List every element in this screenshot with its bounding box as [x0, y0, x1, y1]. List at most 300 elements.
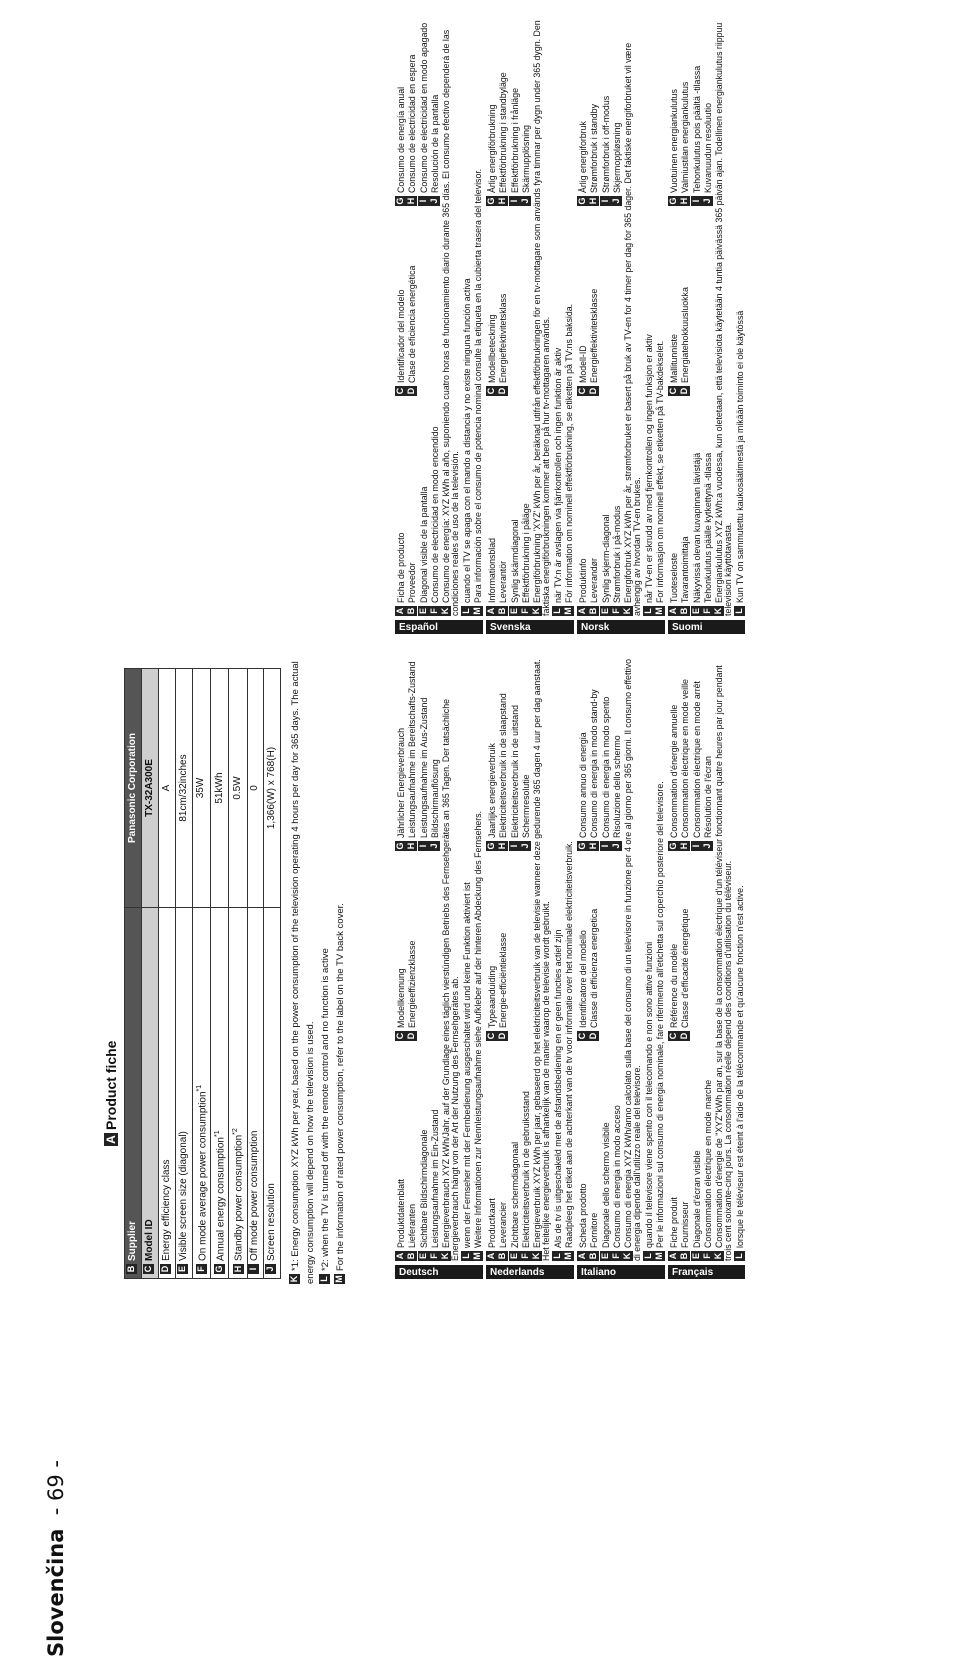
- term-text: Classe di efficienza energetica: [589, 908, 600, 1028]
- language-text: [668, 650, 745, 1265]
- term-text: Skärmupplösning: [520, 125, 531, 193]
- term-row: [588, 5, 599, 616]
- term: [509, 851, 520, 1041]
- note-row: [734, 5, 745, 616]
- term-text: Consumo di energia in modo spento: [600, 696, 611, 838]
- term: [486, 104, 497, 206]
- term-row: [588, 650, 599, 1261]
- fiche-label: Visible screen size (diagonal): [177, 1131, 189, 1261]
- language-block: [668, 5, 745, 634]
- term: [395, 206, 406, 396]
- term: [691, 1041, 702, 1261]
- label-tag: J: [702, 196, 713, 206]
- label-tag: C: [486, 387, 496, 395]
- language-name: Français: [672, 1267, 714, 1278]
- term-text: Energieffektivitetsklass: [498, 293, 509, 383]
- label-tag: M: [472, 1252, 483, 1260]
- term: [600, 1041, 611, 1261]
- fiche-label-cell: [229, 908, 247, 1279]
- label-tag: D: [497, 387, 508, 395]
- term: [679, 679, 690, 851]
- label-tag: D: [679, 1032, 690, 1040]
- fiche-row: [175, 669, 192, 1279]
- term-row: [509, 650, 520, 1261]
- label-tag: H: [406, 842, 417, 850]
- label-tag: E: [599, 608, 610, 615]
- term: [691, 66, 702, 206]
- term-row: [429, 5, 440, 616]
- label-tag: M: [334, 1275, 344, 1283]
- label-tag: A: [577, 607, 587, 615]
- label-tag: B: [497, 607, 508, 615]
- term: [509, 396, 520, 616]
- label-tag: F: [611, 606, 622, 616]
- note-text: Energiförbrukning 'XYZ' kWh per år, beräknad utifrån effektförbrukningen för en tv-mottagare som används fyra timmar per dygn under 365 dygn. Den faktiska energiförbrukningen kommer att bero på hur tv-mottagaren används.: [532, 20, 552, 616]
- language-text: [395, 5, 483, 620]
- term-text: Zichtbare schermdiagonaal: [509, 1141, 520, 1248]
- fiche-label-cell: [125, 908, 142, 1279]
- note-text: lorsque le téléviseur est éteint à l'aide de la télécommande et qu'aucune fonction n'est active.: [734, 885, 745, 1248]
- fiche-label: Screen resolution: [266, 1183, 278, 1261]
- term-row: [418, 650, 429, 1261]
- term: [588, 689, 599, 851]
- note-text: För information om nominell effektförbrukning, se etiketten på TV:ns baksida.: [564, 303, 575, 603]
- language-header: [577, 1265, 665, 1279]
- language-block: [395, 5, 483, 634]
- fiche-row: [141, 669, 158, 1279]
- fiche-note: [318, 644, 333, 1284]
- fiche-row: [125, 669, 142, 1279]
- fiche-label-cell: [210, 908, 228, 1279]
- term: [497, 851, 508, 1041]
- label-tag: M: [563, 1252, 574, 1260]
- label-tag: A: [395, 1252, 405, 1260]
- term: [702, 206, 713, 396]
- term-text: Vuotuinen energiankulutus: [669, 89, 679, 193]
- term: [702, 1041, 713, 1261]
- label-tag: E: [690, 608, 701, 615]
- label-tag: E: [599, 1253, 610, 1260]
- fiche-row: [158, 669, 175, 1279]
- term-text: Leistungsaufnahme im Ein-Zustand: [429, 1109, 440, 1248]
- term: [702, 103, 713, 206]
- fiche-label: On mode average power consumption: [196, 1091, 208, 1261]
- term: [406, 1041, 417, 1261]
- fiche-label: Energy efficiency class: [160, 1159, 172, 1261]
- term-text: Clase de eficiencia energética: [407, 265, 418, 383]
- term-text: Consumo de energía anual: [396, 86, 406, 193]
- label-tag: I: [509, 841, 520, 851]
- footnote-ref: *1: [213, 1130, 221, 1138]
- note-text: Consommation d'énergie de "XYZ"kWh par an, sur la base de la consommation électrique d'un téléviseur fonctionnant quatre heures par jour pendant trois cent soixante-cinq jours. La consommation réelle dépend des conditions d'utilisation du téléviseur.: [714, 665, 734, 1261]
- term: [520, 851, 531, 1041]
- label-tag: G: [577, 842, 587, 850]
- footer-language: Slovenčina: [44, 1528, 68, 1657]
- term-text: Årlig energiförbrukning: [487, 104, 497, 193]
- label-tag: C: [395, 387, 405, 395]
- label-tag: G: [395, 197, 405, 205]
- term: [429, 1041, 440, 1261]
- label-tag: F: [611, 1251, 622, 1261]
- label-tag: K: [440, 607, 451, 615]
- term: [406, 206, 417, 396]
- term: [611, 206, 622, 396]
- term: [691, 396, 702, 616]
- term-text: Lieferanten: [407, 1203, 418, 1248]
- label-tag: K: [713, 1252, 724, 1260]
- label-tag: L: [734, 1251, 745, 1261]
- label-tag: B: [497, 1252, 508, 1260]
- label-tag: D: [406, 387, 417, 395]
- note-row: [531, 650, 552, 1261]
- term-row: [418, 5, 429, 616]
- label-tag: B: [588, 607, 599, 615]
- language-text: [668, 5, 745, 620]
- label-tag: G: [486, 842, 496, 850]
- label-tag: B: [406, 1252, 417, 1260]
- term: [611, 123, 622, 206]
- term-text: Leverancier: [498, 1202, 509, 1248]
- language-header: [486, 620, 574, 634]
- note-text: cuando el TV se apaga con el mando a distancia y no existe ninguna función activa: [461, 278, 472, 603]
- term-text: Leistungsaufnahme im Bereitschafts-Zustand: [407, 661, 418, 838]
- label-tag: F: [429, 606, 440, 616]
- term: [429, 396, 440, 616]
- footnote-ref: *2: [232, 1128, 240, 1135]
- label-tag: I: [600, 196, 611, 206]
- term-text: Elektriciteitsverbruik in de slaapstand: [498, 693, 509, 838]
- term: [577, 851, 588, 1041]
- term-text: Consumo annuo di energia: [578, 732, 588, 838]
- label-tag: F: [520, 1251, 531, 1261]
- language-name: Italiano: [581, 1267, 617, 1278]
- term: [418, 698, 429, 851]
- term-row: [577, 650, 588, 1261]
- fiche-row: [192, 669, 210, 1279]
- label-tag: I: [418, 196, 429, 206]
- term-row: [577, 5, 588, 616]
- label-tag: G: [668, 842, 678, 850]
- term-row: [497, 650, 508, 1261]
- term: [668, 1041, 679, 1261]
- note-text: *2: when the TV is turned off with the remote control and no function is active: [320, 948, 331, 1271]
- term-text: Informationsblad: [487, 537, 497, 603]
- note-row: [461, 650, 472, 1261]
- term: [611, 396, 622, 616]
- term: [418, 1041, 429, 1261]
- label-tag: D: [406, 1032, 417, 1040]
- term: [406, 661, 417, 851]
- term: [509, 206, 520, 396]
- label-tag: H: [232, 1265, 243, 1273]
- note-text: Consumo de energía: XYZ kWh al año, suponiendo cuatro horas de funcionamiento diario durante 365 días. El consumo efectivo dependerá de las condiciones reales de uso de la televisión.: [441, 29, 461, 616]
- term: [429, 206, 440, 396]
- note-row: [563, 5, 574, 616]
- term: [429, 851, 440, 1041]
- term-text: Consommation électrique en mode veille: [680, 679, 691, 838]
- term-text: Diagonal visible de la pantalla: [418, 486, 429, 603]
- label-tag: H: [679, 197, 690, 205]
- label-tag: J: [611, 841, 622, 851]
- term-row: [702, 5, 713, 616]
- note-row: [563, 650, 574, 1261]
- label-tag: A: [395, 607, 405, 615]
- label-tag: J: [429, 196, 440, 206]
- fiche-label-cell: [247, 908, 264, 1279]
- label-tag: I: [418, 841, 429, 851]
- term-text: Consumo de electricidad en espera: [407, 54, 418, 193]
- term: [497, 693, 508, 851]
- term: [588, 104, 599, 206]
- term-text: Sichtbare Bildschirmdiagonale: [418, 1129, 429, 1248]
- term: [520, 774, 531, 851]
- note-row: [643, 650, 654, 1261]
- label-tag: J: [702, 841, 713, 851]
- fiche-note: [288, 644, 318, 1284]
- term-text: Consumo de electricidad en modo apagado: [418, 22, 429, 193]
- language-text: [577, 650, 665, 1265]
- term-text: Risoluzione dello schermo: [611, 735, 622, 838]
- label-tag: F: [520, 606, 531, 616]
- term: [509, 705, 520, 851]
- label-tag: E: [508, 608, 519, 615]
- term-text: Jährlicher Energieverbrauch: [396, 727, 406, 838]
- term: [577, 121, 588, 206]
- term: [486, 206, 497, 396]
- label-tag: K: [531, 1252, 542, 1260]
- term: [406, 396, 417, 616]
- term-text: Valmiustilan energiankulutus: [680, 81, 691, 193]
- term-row: [611, 650, 622, 1261]
- term-text: Strømforbruk i off-modus: [600, 95, 611, 193]
- note-text: Kun TV on sammutettu kaukosäätimestä ja mikään toiminto ei ole käytössä: [734, 310, 745, 603]
- note-text: när TV:n är avslagen via fjärrkontrollen och ingen funktion är aktiv: [552, 347, 563, 603]
- term: [600, 206, 611, 396]
- fiche-value: Panasonic Corporation: [125, 669, 142, 908]
- note-row: [654, 5, 665, 616]
- term: [702, 756, 713, 851]
- label-tag: C: [486, 1032, 496, 1040]
- term-row: [668, 650, 679, 1261]
- note-text: Energiankulutus XYZ kWh:a vuodessa, kun oletetaan, että televisiota käytetään 4 tuntia päivässä 365 päivän ajan. Todellinen energiankulutus riippuu television käyttötavasta.: [714, 22, 734, 616]
- term-row: [600, 5, 611, 616]
- term-text: Strømforbruk i standby: [589, 104, 600, 193]
- label-tag: M: [654, 607, 665, 615]
- note-row: [622, 5, 643, 616]
- term: [418, 396, 429, 616]
- fiche-value: 0.5W: [229, 669, 247, 908]
- term: [509, 88, 520, 206]
- label-tag: E: [417, 1253, 428, 1260]
- label-tag: B: [125, 1265, 136, 1273]
- language-header: [668, 620, 745, 634]
- term: [486, 1041, 497, 1261]
- label-tag: E: [176, 1266, 187, 1273]
- label-tag: E: [508, 1253, 519, 1260]
- term-row: [668, 5, 679, 616]
- term-text: Elektriciteitsverbruik in de uitstand: [509, 705, 520, 838]
- term-row: [600, 650, 611, 1261]
- term-text: Jaarlijks energieverbruik: [487, 743, 497, 838]
- label-tag: K: [440, 1252, 451, 1260]
- term: [577, 732, 588, 851]
- label-tag: C: [668, 387, 678, 395]
- language-name: Svenska: [490, 622, 531, 633]
- term-text: Produktdatenblatt: [396, 1179, 406, 1248]
- label-tag: C: [395, 1032, 405, 1040]
- term-text: Leverantör: [498, 560, 509, 603]
- term: [588, 396, 599, 616]
- term-text: Elektriciteitsverbruik in de gebruiksstand: [520, 1091, 531, 1248]
- term-text: Consommation électrique en mode arrêt: [691, 681, 702, 838]
- note-text: Energiforbruk XYZ kWh per år, strømforbruket er basert på bruk av TV-en for 4 timer per dag for 365 dager. Det faktiske energiforbruket vil være avhengig av hvordan TV-en brukes.: [623, 42, 643, 616]
- label-tag: A: [668, 607, 678, 615]
- term: [429, 95, 440, 206]
- term: [395, 728, 406, 851]
- label-tag: D: [679, 387, 690, 395]
- term: [395, 87, 406, 206]
- term-text: Effektförbrukning i påläge: [520, 503, 531, 603]
- term-text: Energiatehokkuusluokka: [680, 287, 691, 383]
- label-tag: M: [472, 607, 483, 615]
- fiche-title: AProduct fiche: [103, 1041, 119, 1146]
- note-row: [472, 5, 483, 616]
- term-row: [520, 650, 531, 1261]
- term-text: Classe d'efficacité énergétique: [680, 908, 691, 1028]
- term: [577, 206, 588, 396]
- language-name: Español: [399, 622, 438, 633]
- term: [509, 1041, 520, 1261]
- label-tag: M: [563, 607, 574, 615]
- label-tag: A: [104, 1133, 118, 1146]
- term: [406, 55, 417, 206]
- note-text: Raadpleeg het etiket aan de achterkant van de tv voor informatie over het nominale elektriciteitsverbruik.: [564, 841, 575, 1248]
- term-text: Diagonale d'écran visible: [691, 1150, 702, 1248]
- language-block: [486, 5, 574, 634]
- label-tag: J: [611, 196, 622, 206]
- note-text: *1: Energy consumption XYZ kWh per year, based on the power consumption of the television operating 4 hours per day for 365 days. The actual energy consumption will depend on how the television is used.: [290, 661, 316, 1284]
- label-tag: I: [509, 196, 520, 206]
- term: [679, 396, 690, 616]
- term: [679, 851, 690, 1041]
- note-text: quando il televisore viene spento con il telecomando e non sono attive funzioni: [643, 941, 654, 1248]
- label-tag: F: [429, 1251, 440, 1261]
- term-text: Produktinfo: [578, 558, 588, 603]
- label-tag: F: [702, 606, 713, 616]
- language-block: [577, 5, 665, 634]
- label-tag: L: [643, 606, 654, 616]
- term-row: [395, 650, 406, 1261]
- term-text: Årlig energiforbruk: [578, 121, 588, 193]
- term-text: Tehonkulutus päälle kytkettynä -tilassa: [702, 452, 713, 603]
- term: [611, 1041, 622, 1261]
- term-row: [406, 5, 417, 616]
- term: [611, 851, 622, 1041]
- label-tag: A: [486, 1252, 496, 1260]
- label-tag: B: [679, 607, 690, 615]
- label-tag: F: [702, 1251, 713, 1261]
- label-tag: H: [406, 197, 417, 205]
- term-text: Effektförbrukning i frånläge: [509, 88, 520, 193]
- label-tag: H: [588, 842, 599, 850]
- term: [679, 1041, 690, 1261]
- term: [600, 851, 611, 1041]
- term-row: [691, 650, 702, 1261]
- term-text: Consumo di energia in modo stand-by: [589, 689, 600, 838]
- label-tag: K: [622, 607, 633, 615]
- term-text: Identificador del modelo: [396, 289, 406, 383]
- term-text: Leistungsaufnahme im Aus-Zustand: [418, 697, 429, 838]
- note-row: [531, 5, 552, 616]
- language-text: [486, 5, 574, 620]
- language-header: [395, 620, 483, 634]
- label-tag: D: [588, 387, 599, 395]
- label-tag: K: [289, 1275, 299, 1283]
- note-row: [713, 650, 734, 1261]
- fiche-value: 51kWh: [210, 669, 228, 908]
- fiche-label: Off mode power consumption: [249, 1130, 261, 1261]
- label-tag: A: [486, 607, 496, 615]
- fiche-value: 0: [247, 669, 264, 908]
- language-block: [668, 650, 745, 1279]
- term: [520, 1041, 531, 1261]
- note-row: [552, 5, 563, 616]
- term-text: Modell-ID: [578, 345, 588, 383]
- term: [395, 851, 406, 1041]
- label-tag: I: [248, 1264, 259, 1274]
- term-text: Bildschirmauflösung: [429, 759, 440, 838]
- term-text: Identificatore del modello: [578, 930, 588, 1028]
- label-tag: I: [691, 196, 702, 206]
- note-row: [622, 650, 643, 1261]
- label-tag: B: [679, 1252, 690, 1260]
- fiche-label: Annual energy consumption: [215, 1137, 227, 1261]
- term: [520, 125, 531, 206]
- note-row: [440, 650, 461, 1261]
- label-tag: L: [319, 1274, 330, 1284]
- term: [702, 851, 713, 1041]
- term: [588, 1041, 599, 1261]
- label-tag: K: [713, 607, 724, 615]
- language-header: [577, 620, 665, 634]
- note-text: wenn der Fernseher mit der Fernbedienung ausgeschaltet wird und keine Funktion aktiviert ist: [461, 882, 472, 1248]
- term: [520, 396, 531, 616]
- label-tag: I: [691, 841, 702, 851]
- note-row: [440, 5, 461, 616]
- term: [418, 851, 429, 1041]
- term-text: Leverandør: [589, 558, 600, 603]
- note-text: Consumo di energia XYZ kWh/anno calcolato sulla base del consumo di un televisore in funzione per 4 ore al giorno per 365 giorni. Il consumo effettivo di energia dipende dall'utilizzo reale del televisore.: [623, 658, 643, 1261]
- term: [418, 23, 429, 206]
- fiche-value: 81cm/32inches: [175, 669, 192, 908]
- term: [497, 396, 508, 616]
- fiche-row: [210, 669, 228, 1279]
- term-text: Tuoteseloste: [669, 552, 679, 603]
- language-name: Deutsch: [399, 1267, 439, 1278]
- label-tag: D: [588, 1032, 599, 1040]
- label-tag: L: [643, 1251, 654, 1261]
- fiche-label: Standby power consumption: [233, 1134, 245, 1261]
- fiche-label-cell: [175, 908, 192, 1279]
- label-tag: J: [520, 841, 531, 851]
- fiche-row: [264, 669, 281, 1279]
- term: [588, 851, 599, 1041]
- label-tag: H: [497, 842, 508, 850]
- term-text: Kuvanuudun resoluutio: [702, 103, 713, 193]
- fiche-value: 1,366(W) x 768(H): [264, 669, 281, 908]
- term-text: Energie-efficiëntieklasse: [498, 932, 509, 1028]
- term: [600, 96, 611, 206]
